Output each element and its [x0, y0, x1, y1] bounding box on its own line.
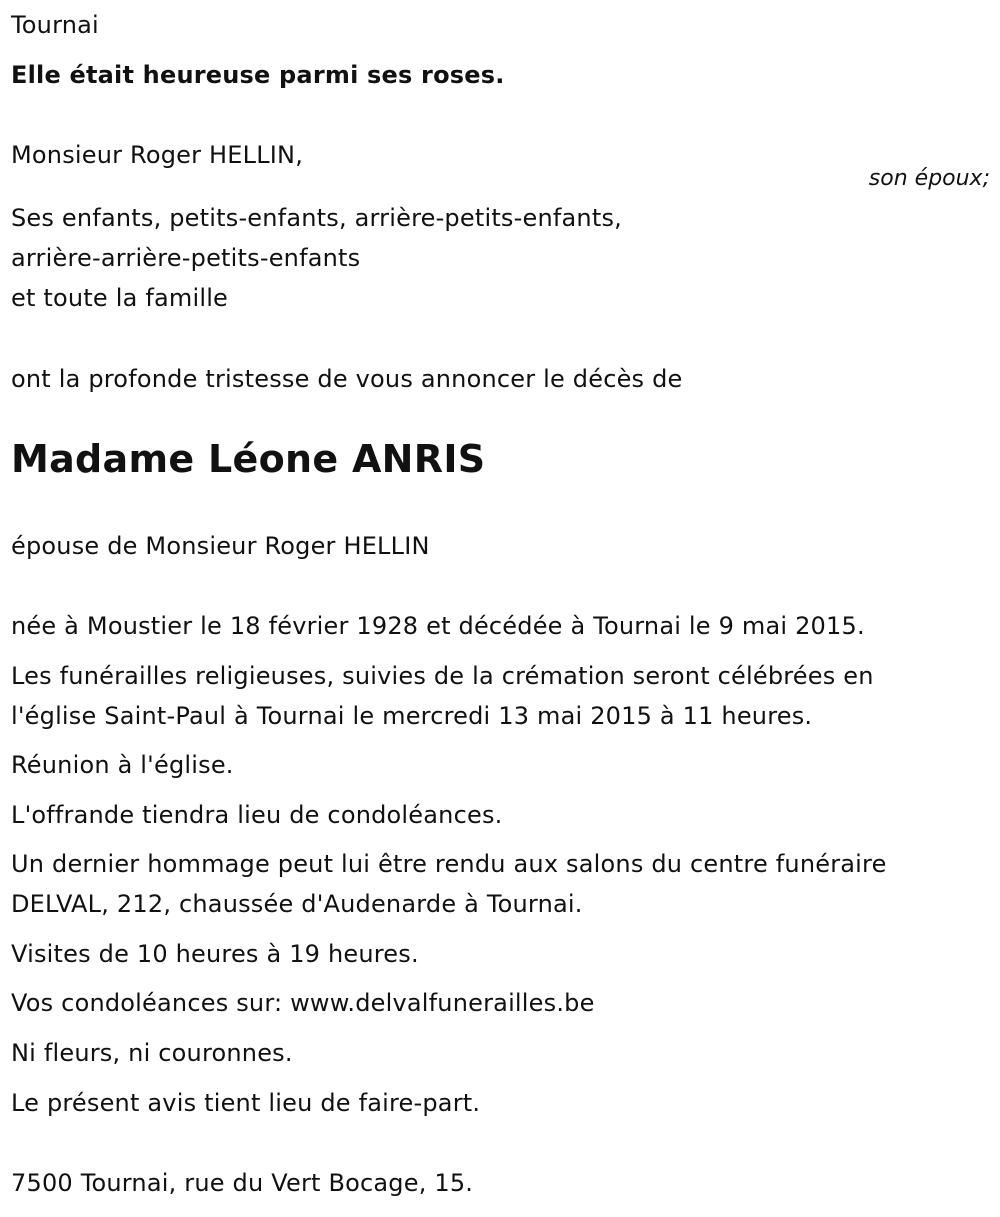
spouse-line: épouse de Monsieur Roger HELLIN — [11, 532, 430, 560]
homage-line-1: Un dernier hommage peut lui être rendu aux salons du centre funéraire — [11, 850, 887, 878]
city-heading: Tournai — [11, 11, 99, 39]
husband-role: son époux; — [868, 166, 990, 191]
flowers-line: Ni fleurs, ni couronnes. — [11, 1039, 293, 1067]
family-line-3: et toute la famille — [11, 284, 229, 312]
meeting-line: Réunion à l'église. — [11, 751, 234, 779]
address-line: 7500 Tournai, rue du Vert Bocage, 15. — [11, 1169, 474, 1197]
notice-line: Le présent avis tient lieu de faire-part. — [11, 1089, 481, 1117]
family-line-2: arrière-arrière-petits-enfants — [11, 244, 361, 272]
condolences-line: Vos condoléances sur: www.delvalfunerailles.be — [11, 989, 595, 1017]
visits-line: Visites de 10 heures à 19 heures. — [11, 940, 419, 968]
offering-line: L'offrande tiendra lieu de condoléances. — [11, 801, 503, 829]
announcement-text: ont la profonde tristesse de vous annoncer le décès de — [11, 365, 683, 393]
epitaph-quote: Elle était heureuse parmi ses roses. — [11, 61, 505, 89]
birth-death-line: née à Moustier le 18 février 1928 et décédée à Tournai le 9 mai 2015. — [11, 612, 865, 640]
family-line-1: Ses enfants, petits-enfants, arrière-petits-enfants, — [11, 204, 622, 232]
husband-name: Monsieur Roger HELLIN, — [11, 141, 304, 169]
funeral-line-1: Les funérailles religieuses, suivies de la crémation seront célébrées en — [11, 662, 874, 690]
homage-line-2: DELVAL, 212, chaussée d'Audenarde à Tournai. — [11, 890, 583, 918]
deceased-name: Madame Léone ANRIS — [11, 437, 486, 481]
funeral-line-2: l'église Saint-Paul à Tournai le mercredi 13 mai 2015 à 11 heures. — [11, 702, 813, 730]
